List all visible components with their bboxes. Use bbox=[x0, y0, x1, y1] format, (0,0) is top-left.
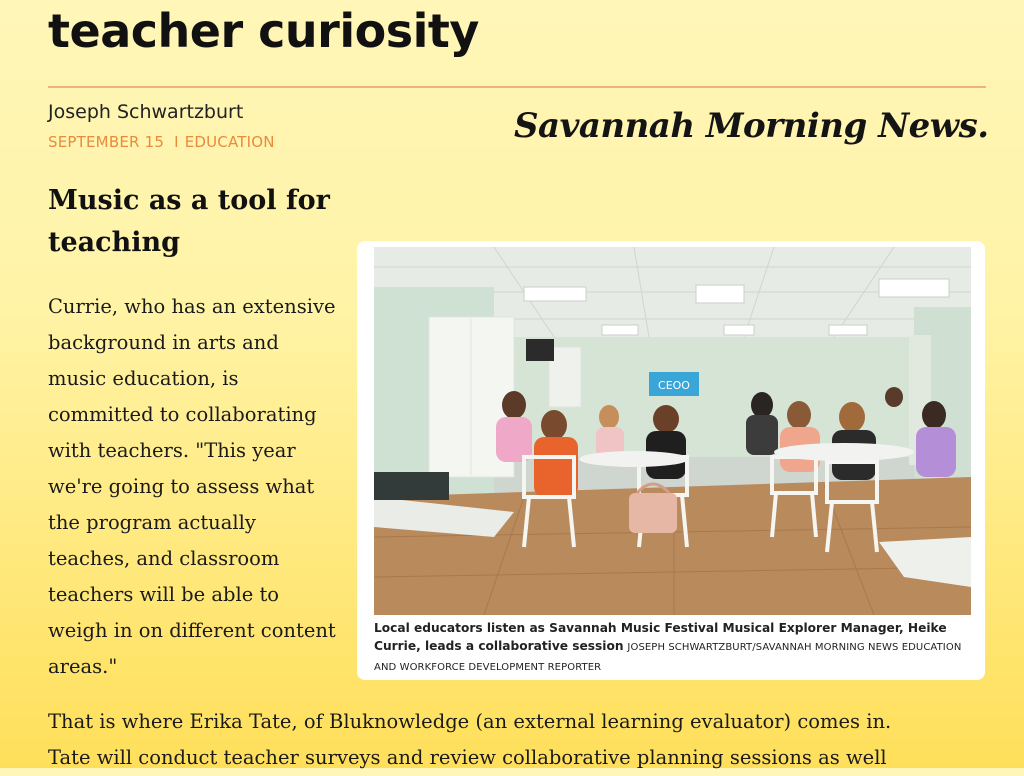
body-line: Tate will conduct teacher surveys and review collaborative planning sessions as well bbox=[48, 746, 887, 769]
author-byline[interactable]: Joseph Schwartzburt bbox=[48, 101, 244, 123]
caption-text: Local educators listen as Savannah Music Festival Musical Explorer Manager, Heike Currie, leads a collaborative session bbox=[374, 621, 947, 653]
publish-date: SEPTEMBER 15 bbox=[48, 133, 165, 151]
headline-rule bbox=[48, 86, 986, 88]
section-subhead: Music as a tool for teaching bbox=[48, 185, 330, 258]
photo-figure bbox=[357, 241, 985, 680]
column-paragraph: Currie, who has an extensive background in arts and music education, is committed to collaborating with teachers. "This year we're going to assess what the program actually teaches, and classroom teachers will be able to weigh in on different content areas." bbox=[48, 295, 336, 678]
publication-masthead: Savannah Morning News. bbox=[514, 106, 989, 146]
article-body bbox=[48, 704, 988, 776]
photo-caption bbox=[374, 619, 972, 677]
article-headline: teacher curiosity bbox=[48, 4, 479, 58]
photo-credit: JOSEPH SCHWARTZBURT/SAVANNAH MORNING NEWS EDUCATION AND WORKFORCE DEVELOPMENT REPORTER bbox=[374, 642, 962, 673]
article-photo[interactable] bbox=[374, 247, 971, 615]
date-separator: I bbox=[174, 133, 179, 151]
dateline bbox=[48, 133, 275, 151]
body-line: That is where Erika Tate, of Bluknowledge (an external learning evaluator) comes in. bbox=[48, 710, 892, 733]
projection-screen-text: CEOO bbox=[658, 379, 690, 392]
section-label[interactable]: EDUCATION bbox=[184, 133, 275, 151]
